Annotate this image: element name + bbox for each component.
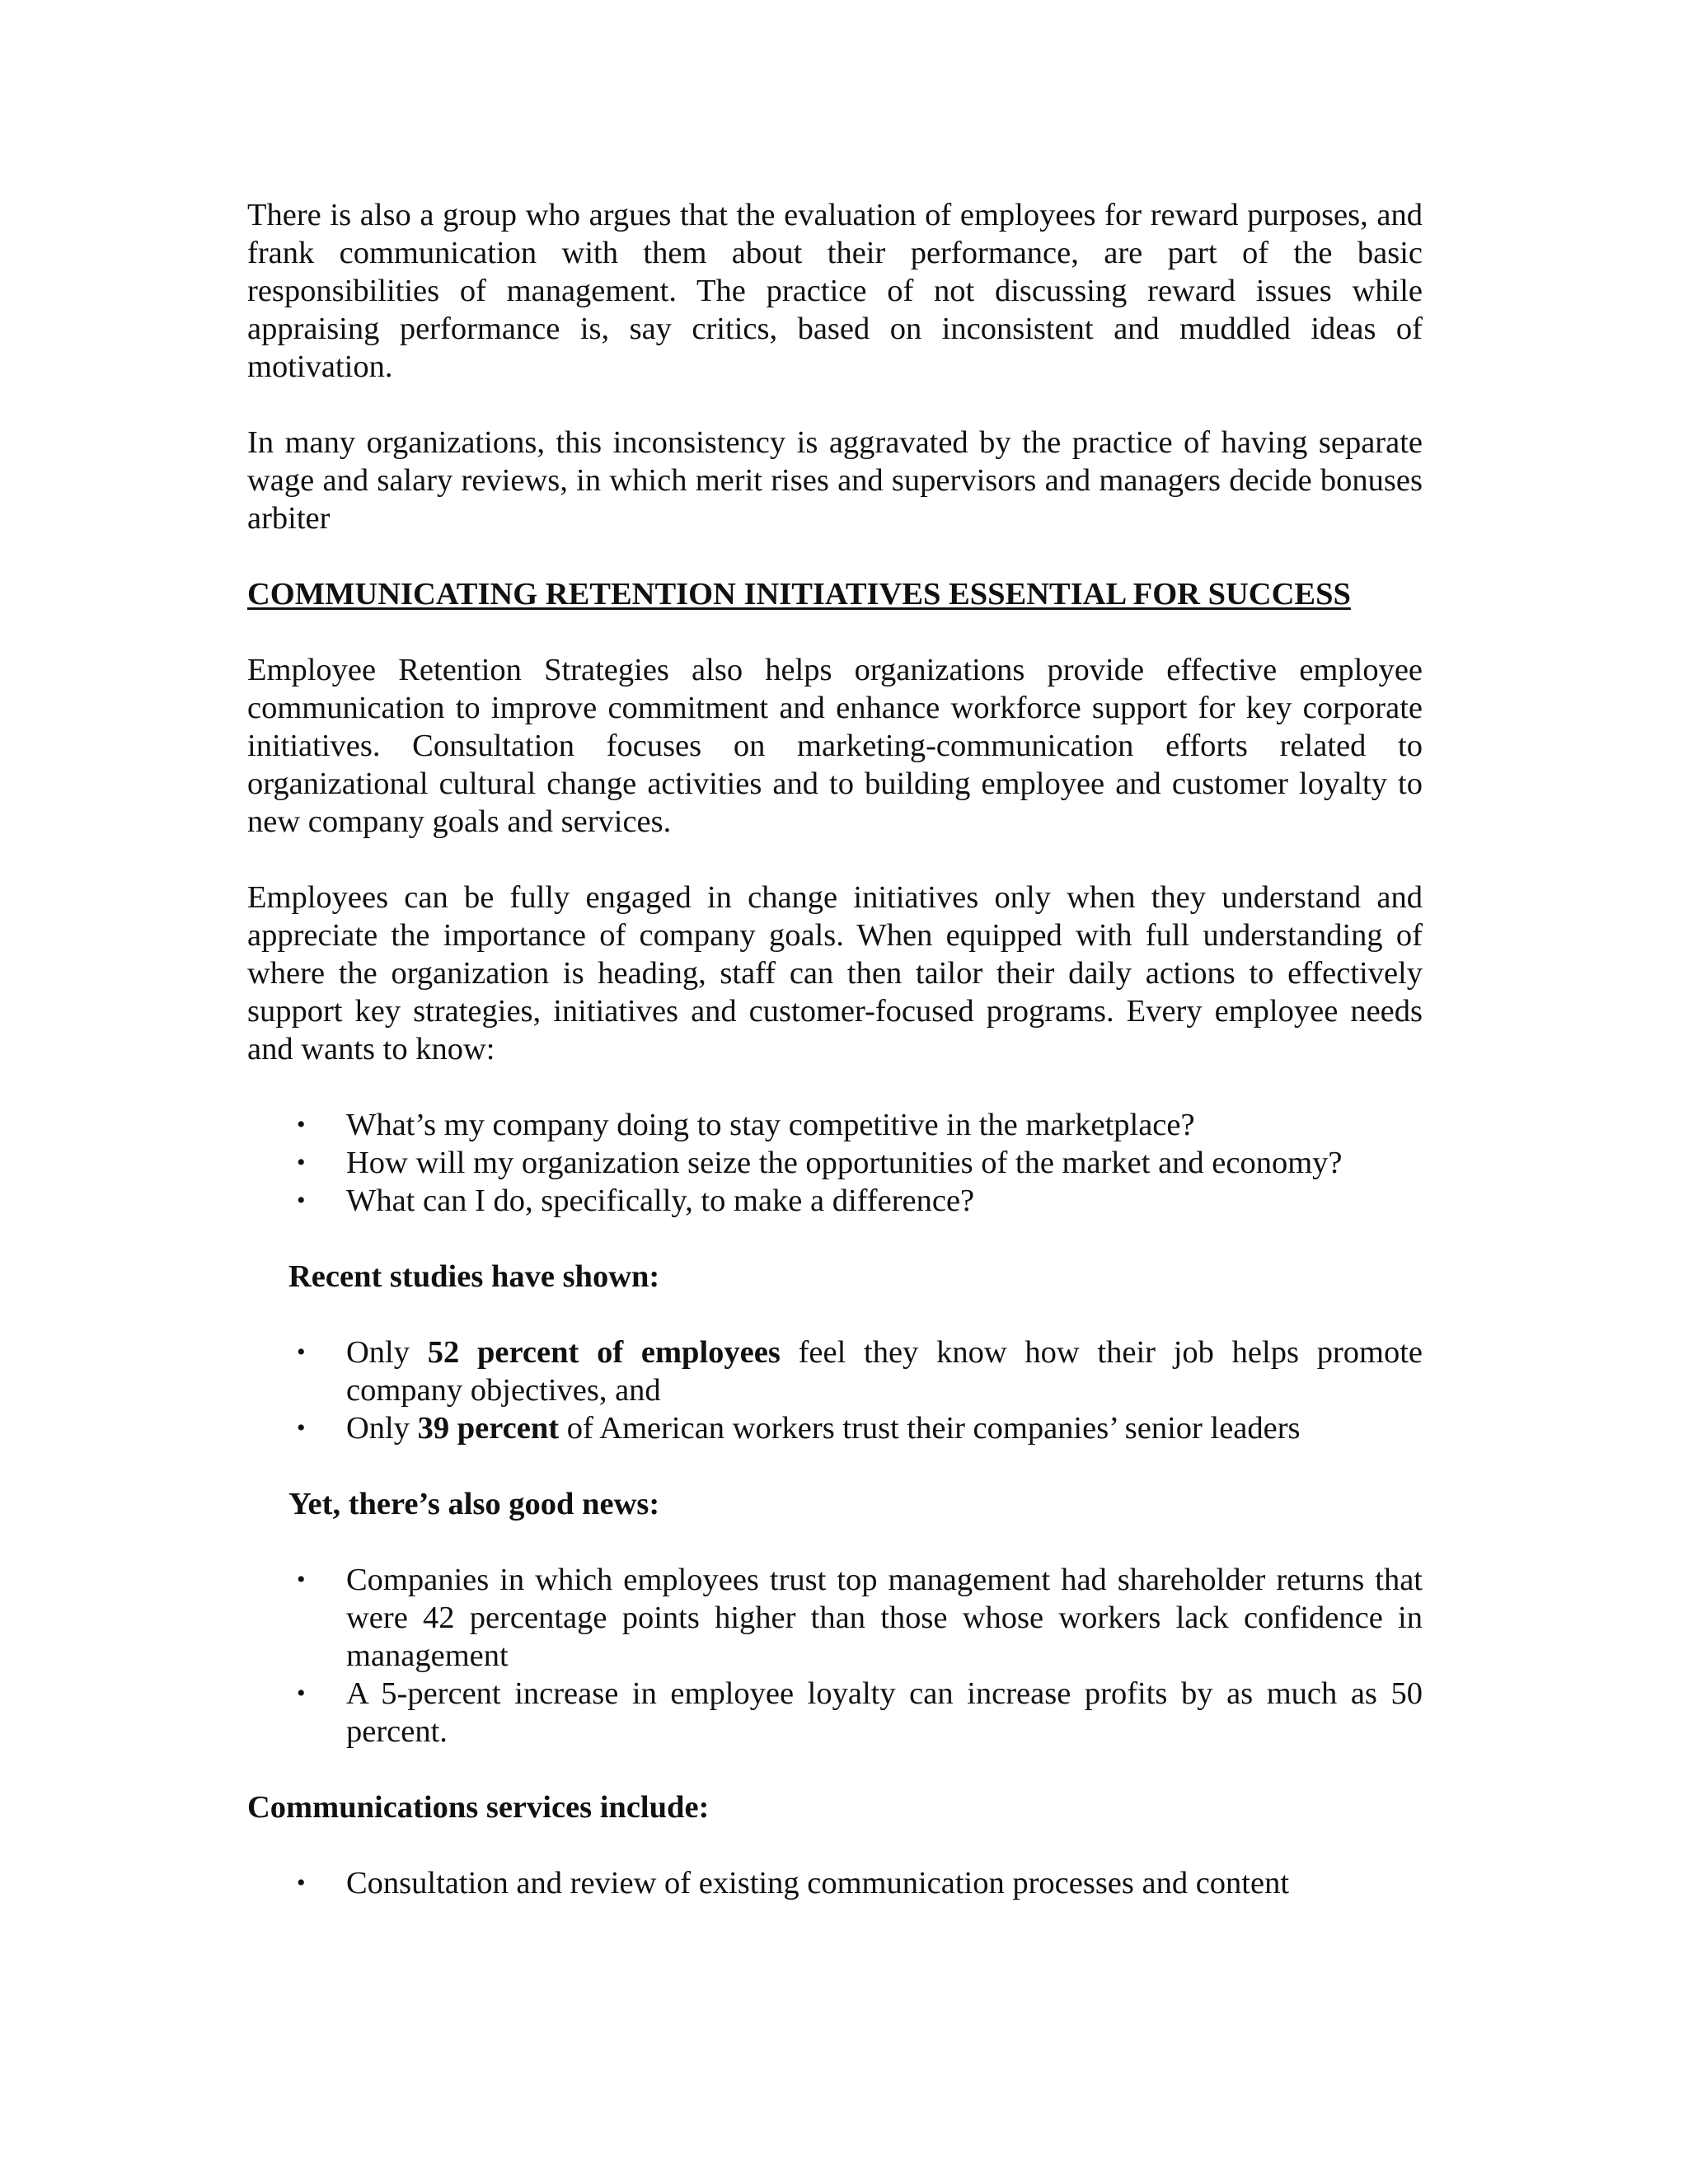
bullet-icon: • xyxy=(297,1414,306,1441)
paragraph-retention-strategies: Employee Retention Strategies also helps organizations provide effective employee communication to improve commitment and enhance workforce support for key corporate initiatives. Consultation focuses on marketing-communication efforts related to organizational cultural change activities and to building employee and customer loyalty to new company goals and services. xyxy=(247,653,1423,839)
list-item: • Consultation and review of existing communication processes and content xyxy=(297,1866,1290,1900)
list-item: • Companies in which employees trust top management had shareholder returns that were 42 percentage points higher than those whose workers lack confidence in management xyxy=(297,1563,1423,1673)
studies-list xyxy=(247,1333,1423,1447)
stat-52-percent: 52 percent of employees xyxy=(427,1335,781,1370)
stat-39-percent: 39 percent xyxy=(417,1411,560,1446)
section-heading-communicating-retention: COMMUNICATING RETENTION INITIATIVES ESSENTIAL FOR SUCCESS xyxy=(247,577,1351,612)
bullet-icon: • xyxy=(297,1338,306,1366)
bullet-icon: • xyxy=(297,1187,306,1214)
list-item: • What’s my company doing to stay competitive in the marketplace? xyxy=(297,1108,1195,1142)
list-item: • A 5-percent increase in employee loyalty can increase profits by as much as 50 percent. xyxy=(297,1676,1423,1749)
list-item: • Only 39 percent of American workers trust their companies’ senior leaders xyxy=(297,1411,1301,1446)
list-item: • Only 52 percent of employees feel they know how their job helps promote company objectives, and xyxy=(297,1335,1423,1408)
list-item: • How will my organization seize the opportunities of the market and economy? xyxy=(297,1146,1343,1180)
services-list xyxy=(247,1864,1423,1902)
bullet-icon: • xyxy=(297,1869,306,1896)
studies-heading: Recent studies have shown: xyxy=(288,1259,660,1294)
paragraph-inconsistency: In many organizations, this inconsistency is aggravated by the practice of having separate wage and salary reviews, in which merit rises and supervisors and managers decide bonuses arbiter xyxy=(247,425,1423,536)
bullet-icon: • xyxy=(297,1111,306,1138)
bullet-icon: • xyxy=(297,1680,306,1707)
document-page xyxy=(247,196,1423,1940)
good-news-heading: Yet, there’s also good news: xyxy=(288,1487,660,1521)
bullet-icon: • xyxy=(297,1149,306,1176)
good-news-list xyxy=(247,1561,1423,1750)
services-heading: Communications services include: xyxy=(247,1790,710,1825)
paragraph-employee-engagement: Employees can be fully engaged in change initiatives only when they understand and appreciate the importance of company goals. When equipped with full understanding of where the organization is heading, staff can then tailor their daily actions to effectively support key strategies, initiatives and customer-focused programs. Every employee needs and wants to know: xyxy=(247,880,1423,1066)
list-item: • What can I do, specifically, to make a difference? xyxy=(297,1183,975,1218)
paragraph-reward-evaluation: There is also a group who argues that the evaluation of employees for reward purposes, and frank communication with them about their performance, are part of the basic responsibilities of management. The practice of not discussing reward issues while appraising performance is, say critics, based on inconsistent and muddled ideas of motivation. xyxy=(247,198,1423,384)
questions-list xyxy=(247,1106,1423,1220)
bullet-icon: • xyxy=(297,1566,306,1593)
